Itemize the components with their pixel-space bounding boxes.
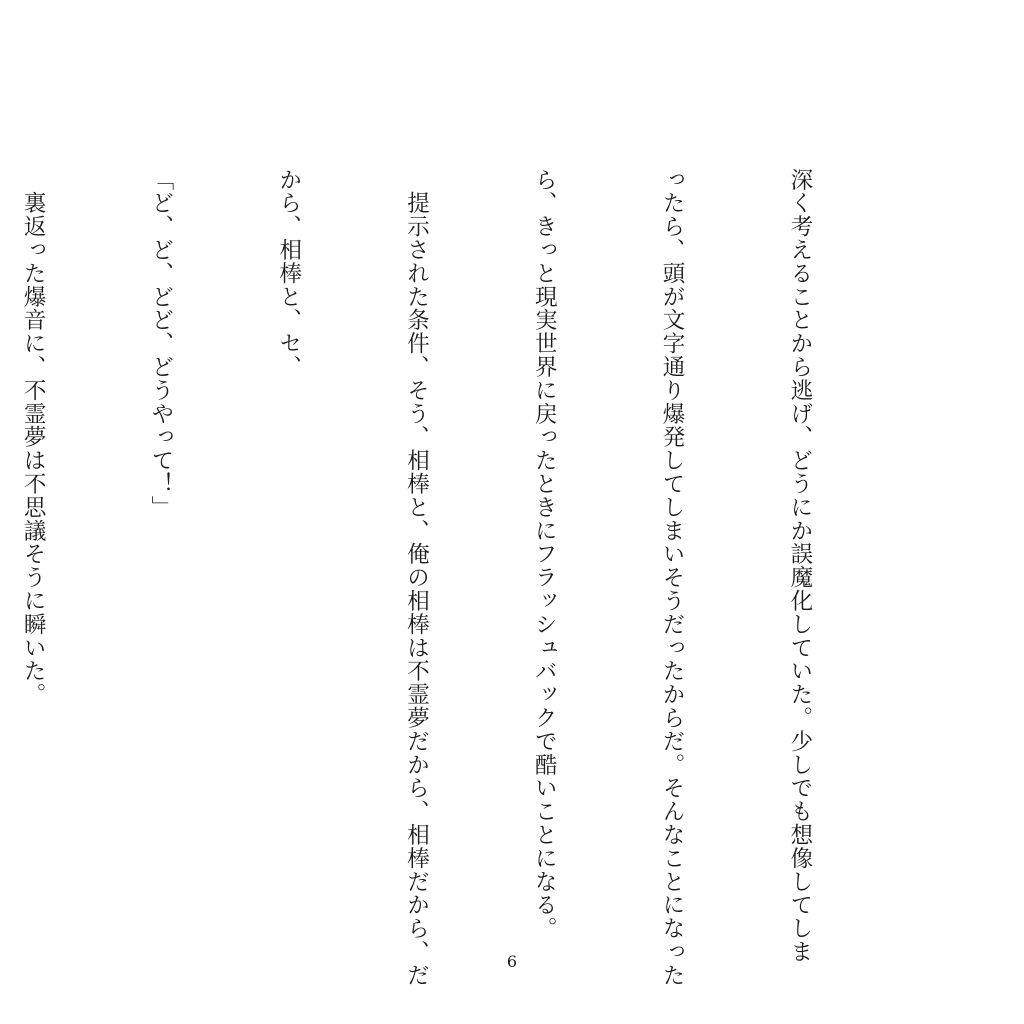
page-number: 6 bbox=[506, 952, 518, 971]
text-line: 深く考えることから逃げ、どうにか誤魔化していた。少しでも想像してしま bbox=[786, 168, 813, 964]
text-line: 「ど、ど、どど、どうやって！」 bbox=[147, 168, 174, 519]
text-line: 裏返った爆音に、不霊夢は不思議そうに瞬いた。 bbox=[20, 168, 47, 707]
text-line: 提示された条件、そう、相棒と、俺の相棒は不霊夢だから、相棒だから、だ bbox=[403, 168, 430, 987]
body-text bbox=[20, 168, 906, 987]
text-line: ったら、頭が文字通り爆発してしまいそうだったからだ。そんなことになった bbox=[659, 168, 686, 987]
text-line: ら、きっと現実世界に戻ったときにフラッシュバックで酷いことになる。 bbox=[531, 168, 558, 941]
text-line: から、相棒と、セ、 bbox=[275, 168, 302, 379]
